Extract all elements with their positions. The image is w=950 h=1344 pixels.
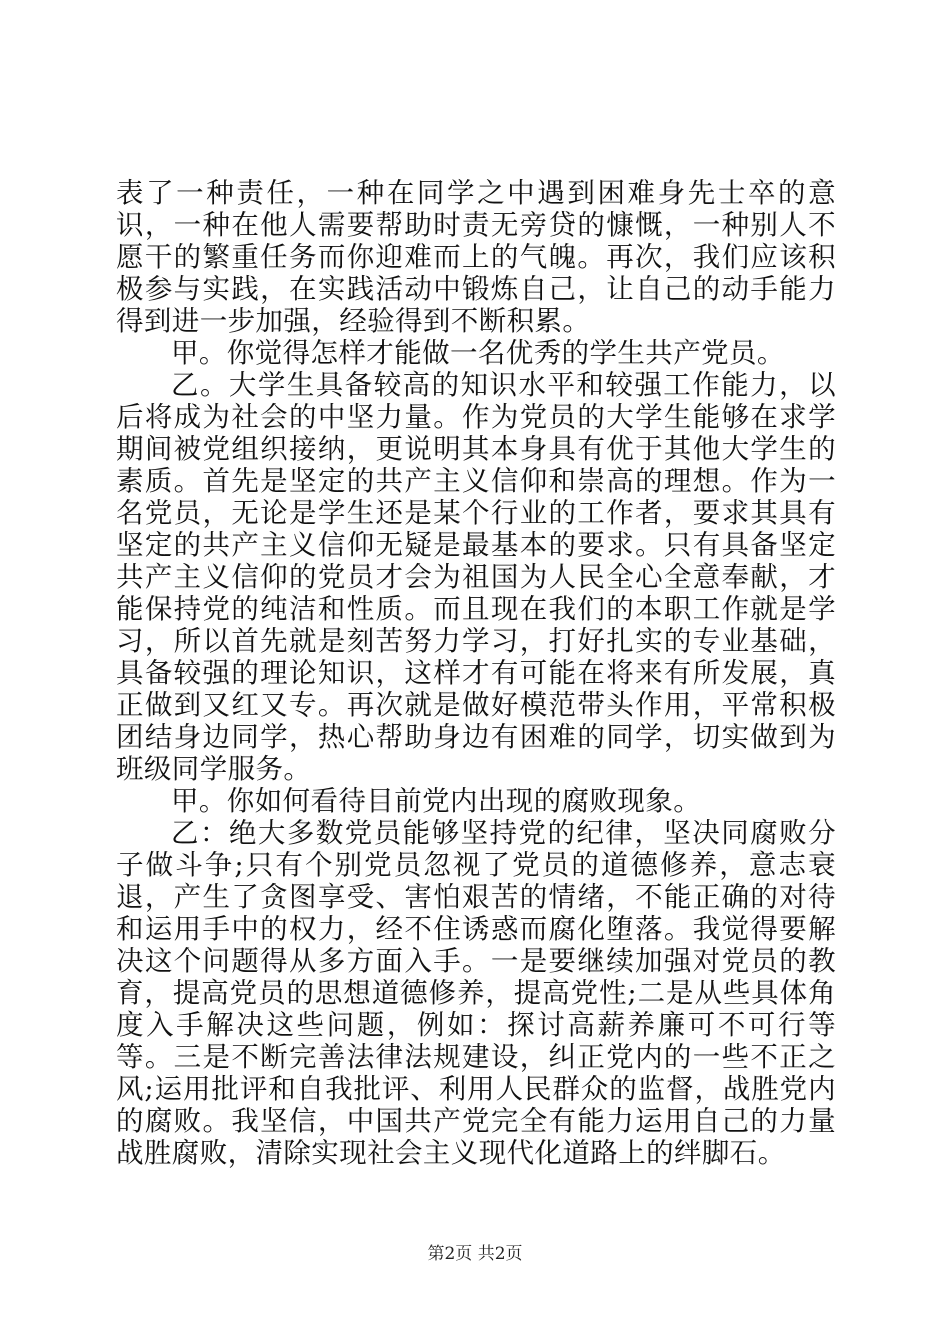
paragraph-2: 甲。你觉得怎样才能做一名优秀的学生共产党员。 — [171, 337, 785, 369]
paragraph-4: 甲。你如何看待目前党内出现的腐败现象。 — [171, 785, 702, 817]
document-body — [116, 177, 836, 1169]
paragraph-3: 乙。大学生具备较高的知识水平和较强工作能力，以后将成为社会的中坚力量。作为党员的大学生能够在求学期间被党组织接纳，更说明其本身具有优于其他大学生的素质。首先是坚定的共产主义信仰和崇高的理想。作为一名党员，无论是学生还是某个行业的工作者，要求其具有坚定的共产主义信仰无疑是最基本的要求。只有具备坚定共产主义信仰的党员才会为祖国为人民全心全意奉献，才能保持党的纯洁和性质。而且现在我们的本职工作就是学习，所以首先就是刻苦努力学习，打好扎实的专业基础，具备较强的理论知识，这样才有可能在将来有所发展，真正做到又红又专。再次就是做好模范带头作用，平常积极团结身边同学，热心帮助身边有困难的同学，切实做到为班级同学服务。 — [116, 369, 836, 785]
paragraph-5: 乙：绝大多数党员能够坚持党的纪律，坚决同腐败分子做斗争;只有个别党员忽视了党员的道德修养，意志衰退，产生了贪图享受、害怕艰苦的情绪，不能正确的对待和运用手中的权力，经不住诱惑而腐化堕落。我觉得要解决这个问题得从多方面入手。一是要继续加强对党员的教育，提高党员的思想道德修养，提高党性;二是从些具体角度入手解决这些问题，例如：探讨高薪养廉可不可行等等。三是不断完善法律法规建设，纠正党内的一些不正之风;运用批评和自我批评、利用人民群众的监督，战胜党内的腐败。我坚信，中国共产党完全有能力运用自己的力量战胜腐败，清除实现社会主义现代化道路上的绊脚石。 — [116, 817, 836, 1169]
page-footer: 第2页 共2页 — [427, 1244, 523, 1264]
paragraph-1: 表了一种责任，一种在同学之中遇到困难身先士卒的意识，一种在他人需要帮助时责无旁贷的慷慨，一种别人不愿干的繁重任务而你迎难而上的气魄。再次，我们应该积极参与实践，在实践活动中锻炼自己，让自己的动手能力得到进一步加强，经验得到不断积累。 — [116, 177, 836, 337]
